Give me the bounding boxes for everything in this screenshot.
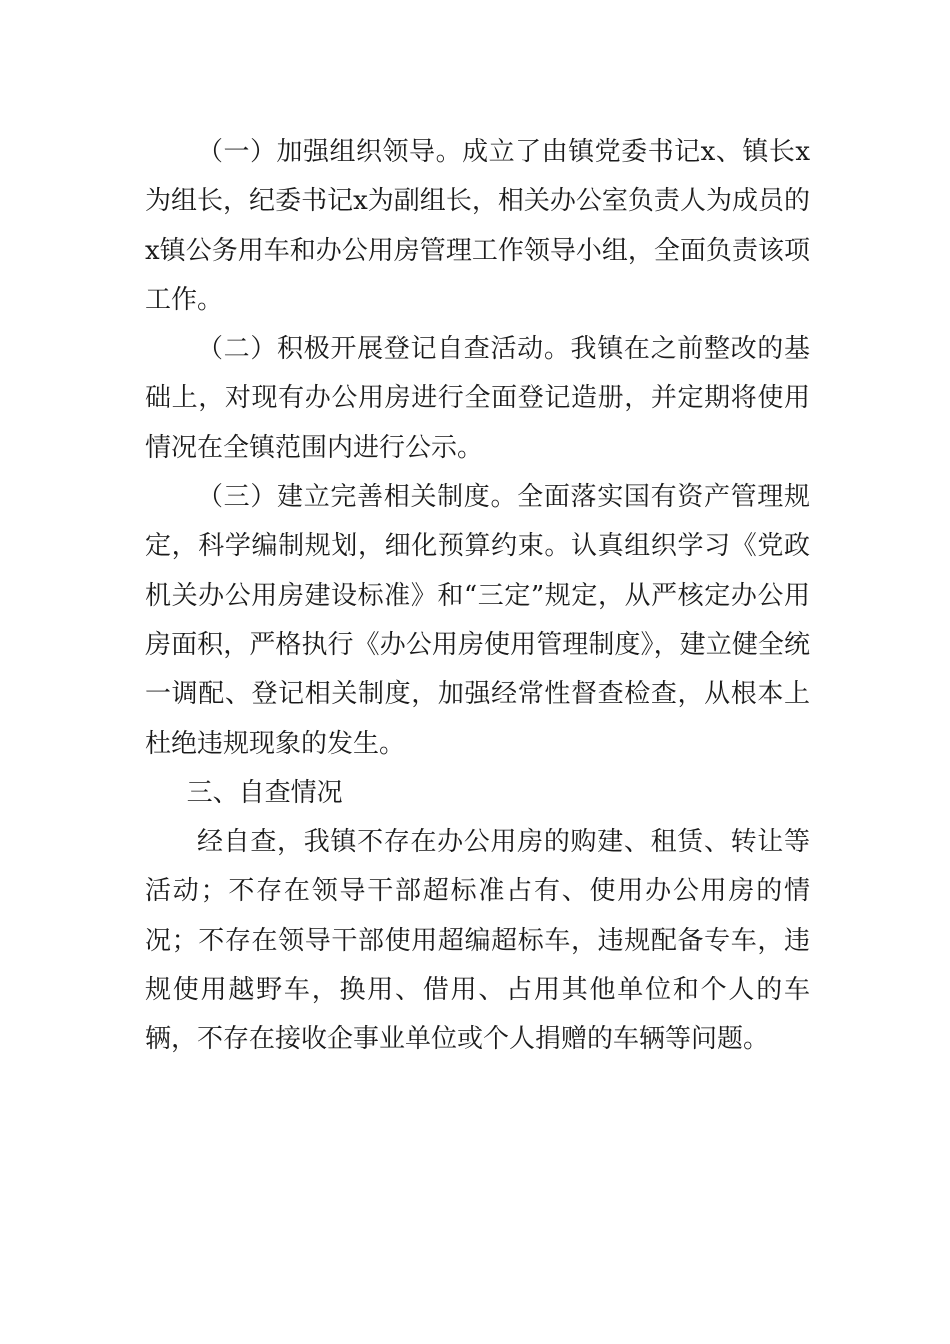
paragraph-organization-leadership: （一）加强组织领导。成立了由镇党委书记x、镇长x为组长，纪委书记x为副组长，相关办公室负责人为成员的x镇公务用车和办公用房管理工作领导小组，全面负责该项工作。 [145,137,810,315]
document-body [145,128,810,1065]
section-heading: 三、自查情况 [186,777,343,808]
paragraph-self-inspection-registration: （二）积极开展登记自查活动。我镇在之前整改的基础上，对现有办公用房进行全面登记造册，并定期将使用情况在全镇范围内进行公示。 [145,334,810,463]
paragraph-improve-systems: （三）建立完善相关制度。全面落实国有资产管理规定，科学编制规划，细化预算约束。认真组织学习《党政机关办公用房建设标准》和“三定”规定，从严核定办公用房面积，严格执行《办公用房使用管理制度》，建立健全统一调配、登记相关制度，加强经常性督查检查，从根本上杜绝违规现象的发生。 [145,482,810,759]
paragraph-self-inspection-results: 经自查，我镇不存在办公用房的购建、租赁、转让等活动；不存在领导干部超标准占有、使用办公用房的情况；不存在领导干部使用超编超标车，违规配备专车，违规使用越野车，换用、借用、占用其他单位和个人的车辆，不存在接收企事业单位或个人捐赠的车辆等问题。 [145,827,810,1055]
